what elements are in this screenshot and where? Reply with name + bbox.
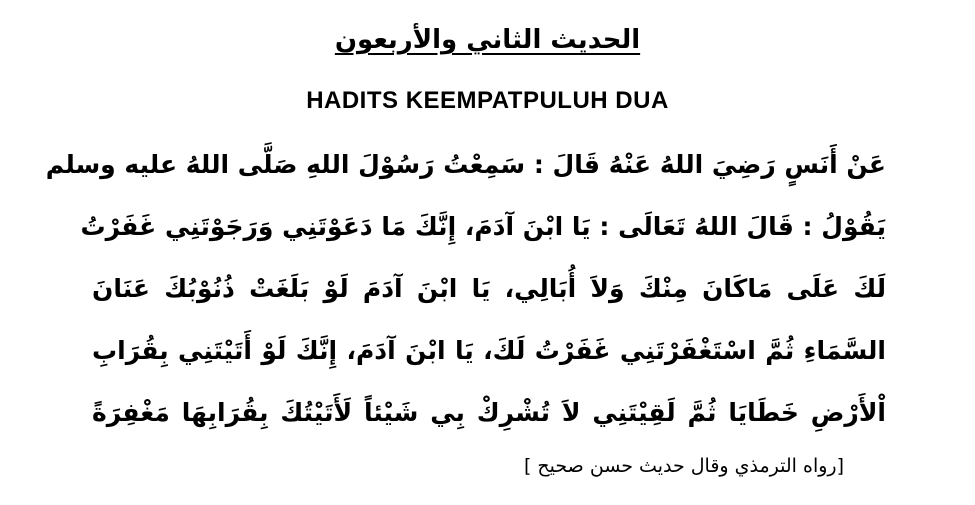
arabic-title: الحديث الثاني والأربعون <box>334 25 641 55</box>
latin-title: HADITS KEEMPATPULUH DUA <box>306 87 669 114</box>
hadith-line-2: يَقُوْلُ : قَالَ اللهُ تَعَالَى : يَا ابْنَ آدَمَ، إِنَّكَ مَا دَعَوْتَنِي وَرَجَوْتَنِي غَفَرْتُ <box>80 212 886 241</box>
hadith-line-4: السَّمَاءِ ثُمَّ اسْتَغْفَرْتَنِي غَفَرْتُ لَكَ، يَا ابْنَ آدَمَ، إِنَّكَ لَوْ أَتَيْتَنِي بِقُرَابِ <box>92 336 886 365</box>
hadith-line-5: اْلأَرْضِ خَطَايَا ثُمَّ لَقِيْتَنِي لاَ تُشْرِكْ بِي شَيْئاً لَأَتَيْتُكَ بِقُرَابِهَا مَغْفِرَةً <box>92 398 886 427</box>
hadith-line-3: لَكَ عَلَى مَاكَانَ مِنْكَ وَلاَ أُبَالِي، يَا ابْنَ آدَمَ لَوْ بَلَغَتْ ذُنُوْبُكَ عَنَانَ <box>92 274 886 303</box>
narration-source: [رواه الترمذي وقال حديث حسن صحيح ] <box>523 455 844 477</box>
hadith-text <box>45 134 886 444</box>
hadith-line-1: عَنْ أَنَسٍ رَضِيَ اللهُ عَنْهُ قَالَ : سَمِعْتُ رَسُوْلَ اللهِ صَلَّى اللهُ عليه وسلم <box>45 150 886 179</box>
